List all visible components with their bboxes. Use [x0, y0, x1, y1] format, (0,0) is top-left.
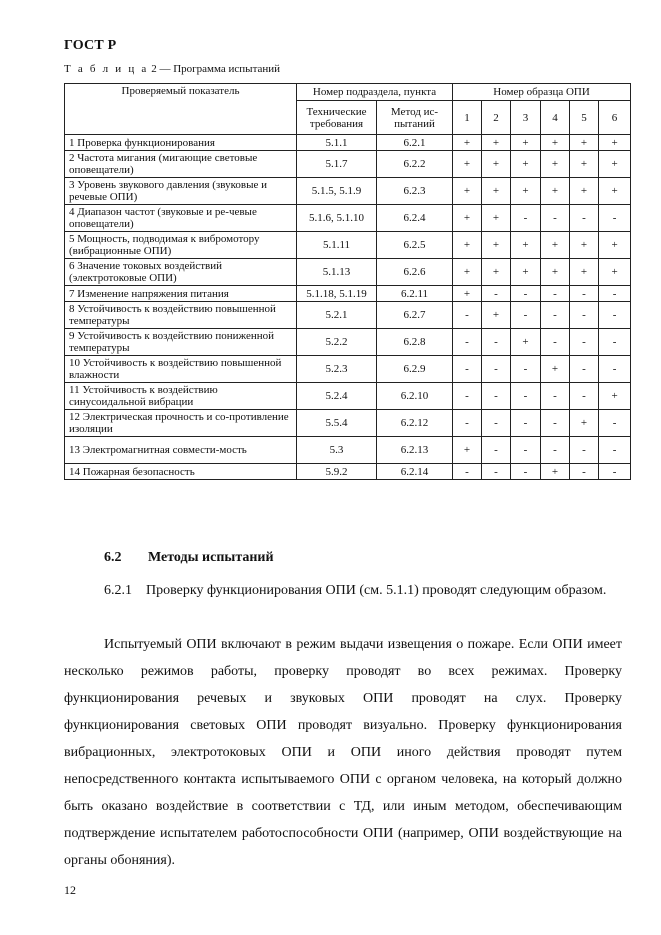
- page-number: 12: [64, 883, 76, 897]
- sample-2-mark: -: [482, 410, 511, 437]
- sample-6-mark: -: [599, 410, 631, 437]
- sample-3-mark: -: [511, 302, 541, 329]
- tech-requirement-cell: 5.1.7: [297, 151, 377, 178]
- sample-4-mark: -: [541, 329, 570, 356]
- indicator-cell: 9 Устойчивость к воздействию пониженной температуры: [65, 329, 297, 356]
- header-sample-1: 1: [453, 101, 482, 135]
- indicator-cell: 3 Уровень звукового давления (звуковые и речевые ОПИ): [65, 178, 297, 205]
- table-body: [65, 135, 631, 480]
- sample-2-mark: -: [482, 286, 511, 302]
- table-row: [65, 178, 631, 205]
- header-sample-4: 4: [541, 101, 570, 135]
- sample-4-mark: +: [541, 356, 570, 383]
- indicator-cell: 2 Частота мигания (мигающие световые оповещатели): [65, 151, 297, 178]
- sample-5-mark: -: [570, 329, 599, 356]
- test-method-cell: 6.2.10: [377, 383, 453, 410]
- document-code: ГОСТ Р: [64, 38, 117, 53]
- table-caption-word: Т а б л и ц а: [64, 63, 149, 75]
- sample-1-mark: +: [453, 259, 482, 286]
- sample-6-mark: -: [599, 356, 631, 383]
- table-row: [65, 135, 631, 151]
- sample-5-mark: -: [570, 302, 599, 329]
- sample-5-mark: -: [570, 356, 599, 383]
- sample-2-mark: -: [482, 437, 511, 464]
- indicator-cell: 6 Значение токовых воздействий (электротоковые ОПИ): [65, 259, 297, 286]
- sample-2-mark: +: [482, 151, 511, 178]
- sample-1-mark: -: [453, 410, 482, 437]
- sample-1-mark: -: [453, 356, 482, 383]
- test-method-cell: 6.2.1: [377, 135, 453, 151]
- test-method-cell: 6.2.14: [377, 464, 453, 480]
- indicator-cell: 10 Устойчивость к воздействию повышенной влажности: [65, 356, 297, 383]
- sample-5-mark: -: [570, 205, 599, 232]
- header-sample-number: Номер образца ОПИ: [453, 84, 631, 101]
- table-row: [65, 302, 631, 329]
- sample-3-mark: +: [511, 178, 541, 205]
- sample-2-mark: +: [482, 302, 511, 329]
- sample-5-mark: +: [570, 410, 599, 437]
- sample-5-mark: +: [570, 151, 599, 178]
- sample-1-mark: +: [453, 437, 482, 464]
- header-sample-6: 6: [599, 101, 631, 135]
- sample-3-mark: -: [511, 286, 541, 302]
- sample-4-mark: +: [541, 232, 570, 259]
- paragraph-body: Испытуемый ОПИ включают в режим выдачи извещения о пожаре. Если ОПИ имеет несколько режимов работы, проверку проводят во всех режимах. Проверку функционирования речевых и звуковых ОПИ проводят на слух. Проверку функционирования световых ОПИ проводят визуально. Проверку функционирования вибрационных, электротоковых ОПИ и ОПИ иного действия проводят путем непосредственного контакта испытываемого ОПИ с органом человека, на который должно быть оказано воздействие в соответствии с ТД, или иным методом, обеспечивающим подтверждение испытателем работоспособности ОПИ (например, ОПИ воздействующие на органы обоняния).: [64, 637, 622, 868]
- sample-4-mark: -: [541, 205, 570, 232]
- test-method-cell: 6.2.9: [377, 356, 453, 383]
- sample-2-mark: +: [482, 259, 511, 286]
- test-method-cell: 6.2.3: [377, 178, 453, 205]
- header-sample-5: 5: [570, 101, 599, 135]
- sample-1-mark: +: [453, 205, 482, 232]
- tech-requirement-cell: 5.1.6, 5.1.10: [297, 205, 377, 232]
- section-title: Методы испытаний: [148, 550, 274, 565]
- sample-5-mark: +: [570, 259, 599, 286]
- table-row: [65, 259, 631, 286]
- sample-1-mark: +: [453, 151, 482, 178]
- paragraph-6-2-1: 6.2.1 Проверку функционирования ОПИ (см. 5.1.1) проводят следующим образом.: [104, 583, 607, 598]
- sample-2-mark: -: [482, 356, 511, 383]
- test-method-cell: 6.2.2: [377, 151, 453, 178]
- table-row: [65, 329, 631, 356]
- sample-3-mark: -: [511, 437, 541, 464]
- header-sample-3: 3: [511, 101, 541, 135]
- test-program-table: [64, 83, 631, 480]
- sample-3-mark: +: [511, 329, 541, 356]
- section-number: 6.2: [104, 550, 122, 565]
- table-row: [65, 410, 631, 437]
- sample-3-mark: +: [511, 135, 541, 151]
- sample-6-mark: +: [599, 259, 631, 286]
- table-row: [65, 383, 631, 410]
- sample-2-mark: +: [482, 205, 511, 232]
- sample-4-mark: -: [541, 437, 570, 464]
- test-method-cell: 6.2.7: [377, 302, 453, 329]
- section-heading: [104, 550, 274, 566]
- sample-6-mark: -: [599, 286, 631, 302]
- indicator-cell: 4 Диапазон частот (звуковые и ре-чевые оповещатели): [65, 205, 297, 232]
- table-row: [65, 205, 631, 232]
- sample-3-mark: +: [511, 151, 541, 178]
- header-section-number: Номер подраздела, пункта: [297, 84, 453, 101]
- indicator-cell: 1 Проверка функционирования: [65, 135, 297, 151]
- sample-5-mark: +: [570, 232, 599, 259]
- sample-5-mark: +: [570, 135, 599, 151]
- sample-5-mark: -: [570, 464, 599, 480]
- sample-5-mark: -: [570, 437, 599, 464]
- sample-4-mark: -: [541, 302, 570, 329]
- test-method-cell: 6.2.5: [377, 232, 453, 259]
- sample-5-mark: +: [570, 178, 599, 205]
- sample-2-mark: +: [482, 178, 511, 205]
- sample-1-mark: +: [453, 232, 482, 259]
- sample-1-mark: +: [453, 178, 482, 205]
- sample-6-mark: -: [599, 464, 631, 480]
- sample-1-mark: -: [453, 302, 482, 329]
- sample-3-mark: -: [511, 464, 541, 480]
- tech-requirement-cell: 5.1.13: [297, 259, 377, 286]
- table-caption: [64, 63, 280, 75]
- sample-6-mark: -: [599, 329, 631, 356]
- sample-4-mark: +: [541, 259, 570, 286]
- sample-1-mark: +: [453, 286, 482, 302]
- tech-requirement-cell: 5.1.5, 5.1.9: [297, 178, 377, 205]
- sample-5-mark: -: [570, 383, 599, 410]
- sample-6-mark: +: [599, 135, 631, 151]
- tech-requirement-cell: 5.2.1: [297, 302, 377, 329]
- indicator-cell: 7 Изменение напряжения питания: [65, 286, 297, 302]
- tech-requirement-cell: 5.2.2: [297, 329, 377, 356]
- indicator-cell: 12 Электрическая прочность и со-противление изоляции: [65, 410, 297, 437]
- table-row: [65, 437, 631, 464]
- sample-6-mark: +: [599, 151, 631, 178]
- indicator-cell: 8 Устойчивость к воздействию повышенной температуры: [65, 302, 297, 329]
- table-row: [65, 464, 631, 480]
- tech-requirement-cell: 5.3: [297, 437, 377, 464]
- sample-3-mark: -: [511, 205, 541, 232]
- tech-requirement-cell: 5.2.3: [297, 356, 377, 383]
- tech-requirement-cell: 5.2.4: [297, 383, 377, 410]
- sample-6-mark: -: [599, 205, 631, 232]
- header-indicator: Проверяемый показатель: [65, 84, 297, 135]
- tech-requirement-cell: 5.5.4: [297, 410, 377, 437]
- sample-1-mark: -: [453, 329, 482, 356]
- sample-2-mark: -: [482, 383, 511, 410]
- sample-3-mark: -: [511, 410, 541, 437]
- test-method-cell: 6.2.11: [377, 286, 453, 302]
- indicator-cell: 5 Мощность, подводимая к вибромотору (вибрационные ОПИ): [65, 232, 297, 259]
- header-test-method: Метод ис-пытаний: [377, 101, 453, 135]
- sample-2-mark: +: [482, 232, 511, 259]
- indicator-cell: 11 Устойчивость к воздействию синусоидальной вибрации: [65, 383, 297, 410]
- table-row: [65, 232, 631, 259]
- header-sample-2: 2: [482, 101, 511, 135]
- sample-4-mark: +: [541, 135, 570, 151]
- sample-4-mark: +: [541, 464, 570, 480]
- sample-3-mark: -: [511, 383, 541, 410]
- test-method-cell: 6.2.6: [377, 259, 453, 286]
- tech-requirement-cell: 5.1.18, 5.1.19: [297, 286, 377, 302]
- sample-4-mark: -: [541, 286, 570, 302]
- sample-6-mark: -: [599, 302, 631, 329]
- test-method-cell: 6.2.12: [377, 410, 453, 437]
- tech-requirement-cell: 5.1.1: [297, 135, 377, 151]
- sample-6-mark: -: [599, 437, 631, 464]
- sample-2-mark: -: [482, 464, 511, 480]
- table-row: [65, 151, 631, 178]
- sample-5-mark: -: [570, 286, 599, 302]
- sample-2-mark: -: [482, 329, 511, 356]
- header-tech-requirements: Технические требования: [297, 101, 377, 135]
- tech-requirement-cell: 5.9.2: [297, 464, 377, 480]
- sample-3-mark: +: [511, 232, 541, 259]
- sample-3-mark: -: [511, 356, 541, 383]
- sample-6-mark: +: [599, 232, 631, 259]
- sample-4-mark: +: [541, 178, 570, 205]
- sample-2-mark: +: [482, 135, 511, 151]
- table-row: [65, 356, 631, 383]
- sample-4-mark: -: [541, 410, 570, 437]
- test-method-cell: 6.2.8: [377, 329, 453, 356]
- table-row: [65, 286, 631, 302]
- sample-4-mark: -: [541, 383, 570, 410]
- sample-1-mark: -: [453, 383, 482, 410]
- indicator-cell: 13 Электромагнитная совмести-мость: [65, 437, 297, 464]
- sample-3-mark: +: [511, 259, 541, 286]
- sample-6-mark: +: [599, 383, 631, 410]
- sample-1-mark: +: [453, 135, 482, 151]
- test-method-cell: 6.2.4: [377, 205, 453, 232]
- sample-6-mark: +: [599, 178, 631, 205]
- test-method-cell: 6.2.13: [377, 437, 453, 464]
- table-caption-title: 2 — Программа испытаний: [151, 63, 281, 75]
- indicator-cell: 14 Пожарная безопасность: [65, 464, 297, 480]
- sample-4-mark: +: [541, 151, 570, 178]
- sample-1-mark: -: [453, 464, 482, 480]
- tech-requirement-cell: 5.1.11: [297, 232, 377, 259]
